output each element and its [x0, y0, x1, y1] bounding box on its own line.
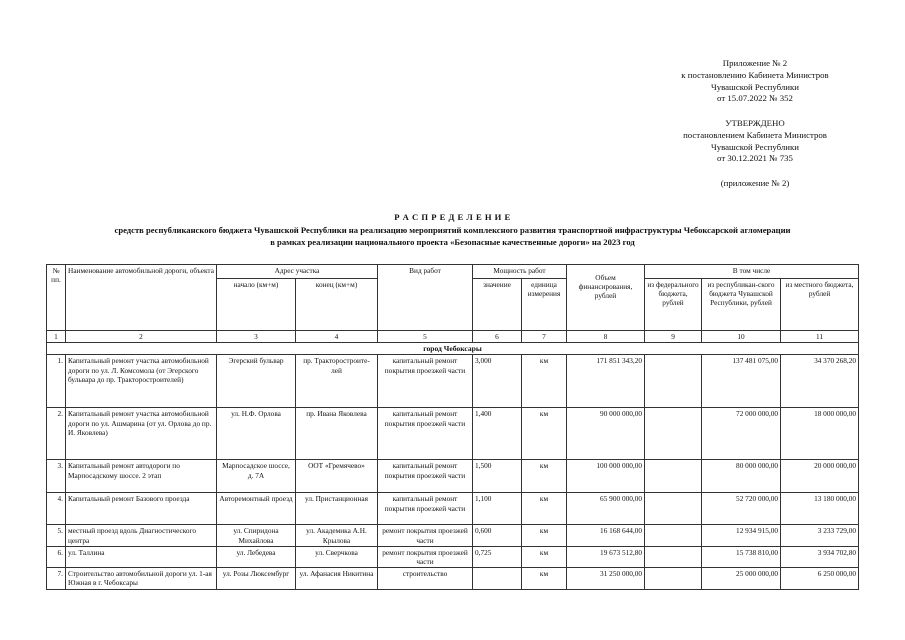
- column-number: 6: [473, 331, 522, 343]
- row-start: ул. Спиридона Михайлова: [217, 525, 296, 546]
- column-number: 8: [567, 331, 645, 343]
- row-republic: 52 720 000,00: [702, 493, 781, 525]
- row-volume: 31 250 000,00: [567, 568, 645, 589]
- row-num: 4.: [47, 493, 66, 525]
- header-name: Наименование автомобильной дороги, объекта: [66, 265, 217, 331]
- header-federal: из федерального бюджета, рублей: [645, 279, 702, 331]
- row-work: строительство: [378, 568, 473, 589]
- table-row: [47, 493, 859, 525]
- row-republic: 72 000 000,00: [702, 408, 781, 460]
- appendix-line: от 15.07.2022 № 352: [717, 93, 793, 104]
- row-volume: 65 900 000,00: [567, 493, 645, 525]
- row-federal: [645, 460, 702, 493]
- row-local: 3 934 702,80: [781, 546, 859, 567]
- row-unit: км: [522, 568, 567, 589]
- row-value: 3,000: [473, 355, 522, 408]
- header-address: Адрес участка: [217, 265, 378, 279]
- row-republic: 12 934 915,00: [702, 525, 781, 546]
- header-capacity: Мощность работ: [473, 265, 567, 279]
- table-row: [47, 408, 859, 460]
- row-volume: 90 000 000,00: [567, 408, 645, 460]
- row-end: ул. Сверчкова: [296, 546, 378, 567]
- approved-line: постановлением Кабинета Министров: [683, 129, 827, 140]
- row-start: Авторемонтный проезд: [217, 493, 296, 525]
- row-start: Марпосадское шоссе, д. 7А: [217, 460, 296, 493]
- column-number: 10: [702, 331, 781, 343]
- row-name: ул. Таллина: [66, 546, 217, 567]
- document-title: Р А С П Р Е Д Е Л Е Н И Е: [394, 212, 511, 222]
- row-work: ремонт покрытия проезжей части: [378, 546, 473, 567]
- row-num: 7.: [47, 568, 66, 589]
- row-name: Капитальный ремонт участка автомобильной дороги по ул. Ашмарина (от ул. Орлова до пр. И. Яковлева): [66, 408, 217, 460]
- row-work: капитальный ремонт покрытия проезжей части: [378, 460, 473, 493]
- row-start: ул. Н.Ф. Орлова: [217, 408, 296, 460]
- row-federal: [645, 408, 702, 460]
- row-federal: [645, 525, 702, 546]
- row-num: 3.: [47, 460, 66, 493]
- row-unit: км: [522, 525, 567, 546]
- column-number: 4: [296, 331, 378, 343]
- table-row: [47, 568, 859, 589]
- row-republic: 80 000 000,00: [702, 460, 781, 493]
- row-local: 3 233 729,00: [781, 525, 859, 546]
- header-including: В том числе: [645, 265, 859, 279]
- appendix-note: (приложение № 2): [720, 178, 790, 188]
- section-city: город Чебоксары: [47, 343, 859, 355]
- column-number: 7: [522, 331, 567, 343]
- table-row: [47, 460, 859, 493]
- row-volume: 16 168 644,00: [567, 525, 645, 546]
- header-volume: Объем финансирования, рублей: [567, 265, 645, 331]
- row-federal: [645, 493, 702, 525]
- row-unit: км: [522, 408, 567, 460]
- row-value: [473, 568, 522, 589]
- header-unit: единица измерения: [522, 279, 567, 331]
- table-row: [47, 525, 859, 546]
- column-number: 2: [66, 331, 217, 343]
- row-num: 5.: [47, 525, 66, 546]
- row-republic: 15 738 810,00: [702, 546, 781, 567]
- row-local: 18 000 000,00: [781, 408, 859, 460]
- appendix-line: Приложение № 2: [722, 58, 788, 68]
- row-value: 0,600: [473, 525, 522, 546]
- row-local: 20 000 000,00: [781, 460, 859, 493]
- header-republic: из республикан-ского бюджета Чувашской Республики, рублей: [702, 279, 781, 331]
- row-work: ремонт покрытия проезжей части: [378, 525, 473, 546]
- header-local: из местного бюджета, рублей: [781, 279, 859, 331]
- column-number: 11: [781, 331, 859, 343]
- column-number: 1: [47, 331, 66, 343]
- row-work: капитальный ремонт покрытия проезжей части: [378, 355, 473, 408]
- table-row: [47, 546, 859, 567]
- row-end: ул. Афанасия Никитина: [296, 568, 378, 589]
- row-name: Строительство автомобильной дороги ул. 1-ая Южная в г. Чебоксары: [66, 568, 217, 589]
- row-volume: 171 851 343,20: [567, 355, 645, 408]
- row-unit: км: [522, 460, 567, 493]
- row-local: 13 180 000,00: [781, 493, 859, 525]
- column-number: 9: [645, 331, 702, 343]
- row-work: капитальный ремонт покрытия проезжей части: [378, 493, 473, 525]
- row-value: 1,400: [473, 408, 522, 460]
- row-local: 6 250 000,00: [781, 568, 859, 589]
- appendix-line: к постановлению Кабинета Министров: [681, 69, 829, 80]
- appendix-block: [650, 58, 860, 105]
- row-unit: км: [522, 355, 567, 408]
- row-work: капитальный ремонт покрытия проезжей части: [378, 408, 473, 460]
- document-subtitle-2: в рамках реализации национального проекта «Безопасные качественные дороги» на 2023 год: [270, 237, 635, 247]
- row-local: 34 370 268,20: [781, 355, 859, 408]
- header-end: конец (км+м): [296, 279, 378, 331]
- row-volume: 19 673 512,80: [567, 546, 645, 567]
- header-value: значение: [473, 279, 522, 331]
- row-value: 1,500: [473, 460, 522, 493]
- approved-line: Чувашской Республики: [711, 141, 799, 152]
- appendix-line: Чувашской Республики: [711, 81, 799, 92]
- row-num: 1.: [47, 355, 66, 408]
- row-start: ул. Розы Люксембург: [217, 568, 296, 589]
- header-work: Вид работ: [378, 265, 473, 331]
- row-republic: 137 481 075,00: [702, 355, 781, 408]
- row-start: ул. Лебедева: [217, 546, 296, 567]
- row-name: Капитальный ремонт участка автомобильной дороги по ул. Л. Комсомола (от Эгерского бульвара до пр. Тракторостроителей): [66, 355, 217, 408]
- row-unit: км: [522, 546, 567, 567]
- table-row: [47, 355, 859, 408]
- row-republic: 25 000 000,00: [702, 568, 781, 589]
- row-federal: [645, 568, 702, 589]
- row-end: пр. Ивана Яковлева: [296, 408, 378, 460]
- row-unit: км: [522, 493, 567, 525]
- approved-line: от 30.12.2021 № 735: [717, 153, 793, 164]
- row-end: пр. Тракторострoите-лей: [296, 355, 378, 408]
- approved-block: [650, 118, 860, 165]
- row-value: 1,100: [473, 493, 522, 525]
- header-start: начало (км+м): [217, 279, 296, 331]
- row-federal: [645, 355, 702, 408]
- row-name: местный проезд вдоль Диагностического центра: [66, 525, 217, 546]
- row-name: Капитальный ремонт автодороги по Марпосадскому шоссе. 2 этап: [66, 460, 217, 493]
- row-start: Эгерский бульвар: [217, 355, 296, 408]
- row-volume: 100 000 000,00: [567, 460, 645, 493]
- row-end: ул. Академика А.Н. Крылова: [296, 525, 378, 546]
- document-subtitle: средств республиканского бюджета Чувашской Республики на реализацию мероприятий комплексного развития транспортной инфраструктуры Чебоксарской агломерации: [114, 225, 791, 235]
- row-federal: [645, 546, 702, 567]
- row-name: Капитальный ремонт Базового проезда: [66, 493, 217, 525]
- header-num: № пп.: [47, 265, 66, 331]
- row-end: ООТ «Гремячево»: [296, 460, 378, 493]
- row-num: 2.: [47, 408, 66, 460]
- approved-line: УТВЕРЖДЕНО: [725, 118, 785, 128]
- column-number: 3: [217, 331, 296, 343]
- column-number: 5: [378, 331, 473, 343]
- distribution-table: [46, 264, 859, 590]
- row-end: ул. Пристанционная: [296, 493, 378, 525]
- row-value: 0,725: [473, 546, 522, 567]
- row-num: 6.: [47, 546, 66, 567]
